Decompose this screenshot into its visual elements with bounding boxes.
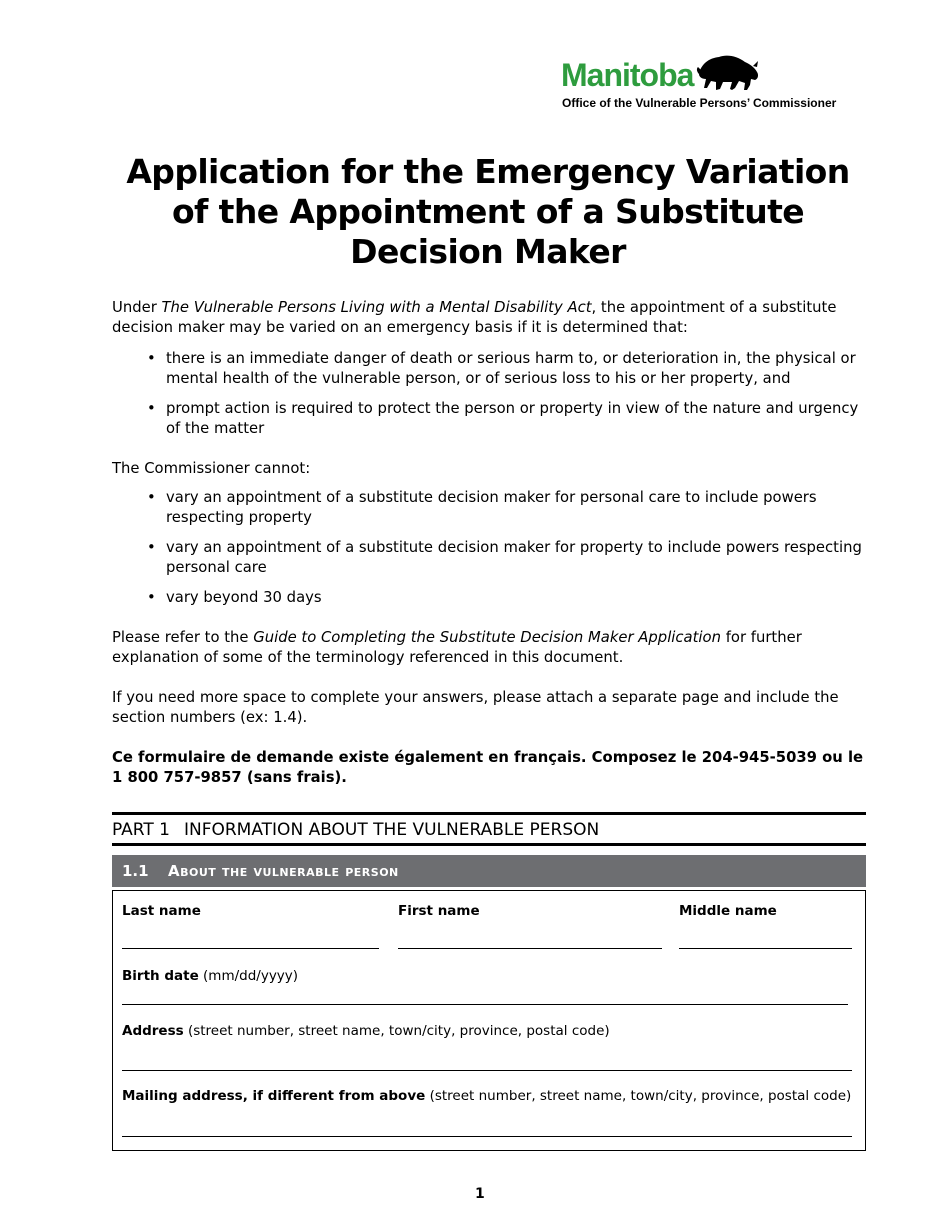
last-name-field[interactable] [122,948,379,949]
guide-prefix: Please refer to the [112,629,254,646]
address-label: Address (street number, street name, town/city, province, postal code) [122,1023,610,1039]
divider [112,812,866,815]
bison-icon [695,52,761,92]
middle-name-label: Middle name [679,903,777,919]
middle-name-field[interactable] [679,948,852,949]
part-label: PART 1 [112,820,170,840]
logo-wordmark: Manitoba [561,57,694,93]
page-title: Application for the Emergency Variation of the Appointment of a Substitute Decision Maker [126,152,850,271]
guide-paragraph [112,628,872,668]
first-name-field[interactable] [398,948,662,949]
intro-suffix: , the appointment of a substitute decision maker may be varied on an emergency basis if it is determined that: [112,299,837,336]
mailing-address-field[interactable] [122,1136,852,1137]
mailing-address-label: Mailing address, if different from above (street number, street name, town/city, province, postal code) [122,1088,852,1104]
list-item: • vary beyond 30 days [147,588,863,608]
manitoba-logo [561,52,871,112]
guide-name: Guide to Completing the Substitute Decision Maker Application [253,629,721,646]
section-number: 1.1 [122,862,149,880]
intro-paragraph [112,298,872,338]
last-name-label: Last name [122,903,201,919]
french-note: Ce formulaire de demande existe également en français. Composez le 204-945-5039 ou le 1 800 757-9857 (sans frais). [112,749,864,786]
birth-date-field[interactable] [122,1004,848,1005]
cannot-lead: The Commissioner cannot: [112,460,311,477]
intro-prefix: Under [112,299,162,316]
birth-date-label: Birth date (mm/dd/yyyy) [122,968,299,984]
list-item: • vary an appointment of a substitute decision maker for property to include powers respecting personal care [147,538,863,578]
list-item: • there is an immediate danger of death or serious harm to, or deterioration in, the physical or mental health of the vulnerable person, or of serious loss to his or her property, and [147,349,863,389]
part-title: INFORMATION ABOUT THE VULNERABLE PERSON [183,820,600,840]
section-title: About the vulnerable person [168,862,399,880]
vulnerable-person-form [112,890,866,1151]
guide-suffix: for further explanation of some of the terminology referenced in this document. [112,629,802,666]
list-item: • prompt action is required to protect the person or property in view of the nature and urgency of the matter [147,399,863,439]
section-1-1-header [112,855,866,887]
logo-subtitle: Office of the Vulnerable Persons’ Commissioner [562,96,837,110]
cannot-list [147,488,863,618]
part-1-heading [112,818,613,842]
space-note: If you need more space to complete your answers, please attach a separate page and include the section numbers (ex: 1.4). [112,689,839,726]
page-number: 1 [475,1186,485,1202]
first-name-label: First name [398,903,480,919]
divider [112,843,866,846]
list-item: • vary an appointment of a substitute decision maker for personal care to include powers respecting property [147,488,863,528]
address-field[interactable] [122,1070,852,1071]
act-name: The Vulnerable Persons Living with a Mental Disability Act [161,299,592,316]
criteria-list [147,349,863,449]
